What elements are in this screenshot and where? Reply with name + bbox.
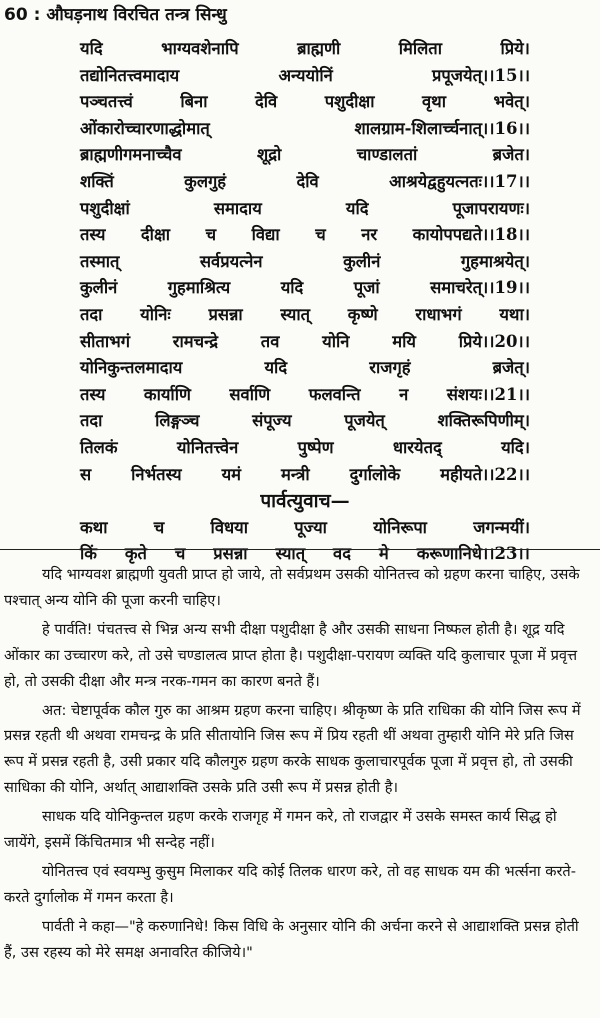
verse-word: शक्तिरूपिणीम्। (437, 411, 530, 431)
verse-word: कृष्णे (347, 304, 378, 324)
verse-word: किं (80, 544, 97, 564)
verse-word: यदि (264, 358, 288, 378)
verse-line (80, 222, 530, 249)
verse-word: तदा (80, 304, 103, 324)
sanskrit-verses (80, 36, 530, 568)
verse-word: तिलकं (80, 437, 118, 457)
verse-line (80, 169, 530, 196)
verse-word: चाण्डालतां (356, 145, 418, 165)
verse-word: भवेत्। (493, 92, 530, 112)
verse-line (80, 408, 530, 435)
verse-word: संपूज्य (252, 411, 292, 431)
commentary-paragraph: साधक यदि योनिकुन्तल ग्रहण करके राजगृह में गमन करे, तो राजद्वार में उसके समस्त कार्य सिद्ध हो जायेंगे, इसमें किंचितमात्र भी सन्देह नहीं। (4, 808, 557, 852)
verse-line (80, 302, 530, 329)
verse-word: यदि। (501, 437, 530, 457)
verse-word: जगन्मयीं। (473, 517, 530, 537)
verse-line (80, 63, 530, 90)
verse-word: च (315, 225, 326, 245)
verse-word: प्रपूजयेत्।।15।। (432, 65, 530, 85)
speaker-heading: पार्वत्युवाच— (260, 490, 350, 513)
verse-word: तव (260, 331, 280, 351)
verse-word: मे (378, 544, 389, 564)
verse-word: लिङ्गञ्च (155, 411, 200, 431)
verse-line (80, 382, 530, 409)
verse-line (80, 116, 530, 143)
verse-word: पूजां (353, 278, 380, 298)
verse-line (80, 142, 530, 169)
verse-word: योनिरूपा (373, 517, 427, 537)
verse-word: कथा (80, 517, 108, 537)
page-number: 60 (4, 5, 28, 25)
verse-word: ब्राह्मणी (297, 39, 341, 58)
verse-word: योनिकुन्तलमादाय (80, 358, 183, 378)
verse-word: निर्भतस्य (131, 464, 182, 484)
verse-word: स (80, 464, 92, 484)
verse-word: यदि (280, 278, 304, 298)
verse-word: प्रसन्ना (208, 304, 243, 324)
verse-word: पशुदीक्षा (324, 92, 375, 112)
verse-word: धारयेतद् (392, 437, 442, 457)
verse-word: बिना (180, 92, 208, 112)
verse-word: विधया (210, 517, 248, 537)
verse-word: नर (361, 225, 378, 245)
verse-word: ब्रजेत। (492, 145, 530, 165)
verse-word: करूणानिधे।।23।। (416, 544, 530, 564)
commentary-paragraph: पार्वती ने कहा—"हे करुणानिधे! किस विधि के अनुसार योनि की अर्चना करने से आद्याशक्ति प्रसन्न होती हैं, उस रहस्य को मेरे समक्ष अनावरित कीजिये।" (4, 917, 579, 961)
verse-word: फलवन्ति (308, 384, 361, 404)
verse-word: दुर्गालोके (349, 464, 401, 484)
verse-word: यदि (80, 39, 103, 58)
verse-word: मन्त्री (281, 464, 310, 484)
verse-word: तदा (80, 411, 103, 431)
verse-word: ब्रजेत्। (492, 358, 530, 378)
verse-word: स्यात् (275, 544, 306, 564)
verse-word: यथा। (499, 304, 530, 324)
verse-word: सीताभगं (80, 331, 130, 351)
verse-word: पञ्चतत्त्वं (80, 92, 133, 112)
verse-line (80, 435, 530, 462)
verse-word: पूज्या (294, 517, 327, 537)
verse-word: शक्तिं (80, 171, 114, 191)
verse-word: गुहमाश्रित्य (167, 278, 231, 298)
verse-word: योनि (322, 331, 350, 351)
verse-word: कार्याणि (143, 384, 191, 404)
verse-word: प्रसन्ना (213, 544, 248, 564)
verse-word: भाग्यवशेनापि (161, 39, 239, 58)
commentary-paragraph: हे पार्वति! पंचतत्त्व से भिन्न अन्य सभी दीक्षा पशुदीक्षा है और उसकी साधना निष्फल होती है। शूद्र यदि ओंकार का उच्चारण करे, तो उसे चण्डालत्व प्राप्त होता है। पशुदीक्षा-परायण व्यक्ति यदि कुलाचार पूजा में प्रवृत्त हो, तो उसकी दीक्षा और मन्त्र नरक-गमन का कारण बनते हैं। (4, 620, 578, 690)
verse-word: स्यात् (280, 304, 311, 324)
verse-word: वद (333, 544, 351, 564)
verse-word: पशुदीक्षां (80, 198, 130, 218)
verse-line (80, 89, 530, 116)
verse-word: पुष्पेण (297, 437, 334, 457)
verse-word: राजगृहं (369, 358, 411, 378)
section-divider (0, 549, 600, 550)
verse-word: पूजापरायणः। (452, 198, 530, 218)
verse-word: च (153, 517, 165, 537)
commentary-paragraph: यदि भाग्यवश ब्राह्मणी युवती प्राप्त हो जाये, तो सर्वप्रथम उसकी योनितत्त्व को ग्रहण करना चाहिए, उसके पश्चात् अन्य योनि की पूजा करनी चाहिए। (4, 566, 580, 609)
verse-line (80, 462, 530, 489)
verse-word: देवि (255, 92, 278, 112)
verse-word: राधाभगं (415, 304, 462, 324)
verse-word: वृथा (422, 92, 446, 112)
commentary-paragraph: योनितत्त्व एवं स्वयम्भु कुसुम मिलाकर यदि कोई तिलक धारण करे, तो वह साधक यम की भर्त्सना करते-करते दुर्गालोक में गमन करता है। (4, 862, 576, 906)
verse-word: गुहमाश्रयेत्। (460, 251, 530, 271)
verse-word: शूद्रो (257, 145, 282, 165)
verse-line (80, 355, 530, 382)
verse-word: अन्ययोनिं (278, 65, 333, 85)
verse-word: मयि (392, 331, 416, 351)
verse-line (80, 249, 530, 276)
verse-word: सर्वाणि (229, 384, 271, 404)
hindi-commentary (4, 562, 594, 969)
running-header: 60 : औघड़नाथ विरचित तन्त्र सिन्धु (4, 5, 227, 25)
verse-word: कायोपपद्यते।।18।। (412, 225, 530, 245)
verse-word: यमं (221, 464, 242, 484)
verse-word: विद्या (251, 225, 280, 245)
verse-word: तस्य (80, 225, 106, 245)
verse-line (80, 36, 530, 63)
verse-word: प्रिये। (500, 39, 530, 58)
verse-word: योनितत्त्वेन (176, 437, 239, 457)
verse-word: कृते (124, 544, 147, 564)
verse-word: कुलीनं (80, 278, 118, 298)
verse-word: रामचन्द्रे (172, 331, 219, 351)
verse-word: तद्योनितत्त्वमादाय (80, 65, 180, 85)
verse-word: देवि (296, 171, 319, 191)
verse-word: च (205, 225, 217, 245)
verse-word: तस्य (80, 384, 106, 404)
verse-line (80, 329, 530, 356)
verse-line (80, 196, 530, 223)
verse-word: तस्मात् (80, 251, 120, 271)
verse-line (80, 515, 530, 542)
verse-word: दीक्षा (140, 225, 171, 245)
verse-word: प्रिये।।20।। (458, 331, 530, 351)
verse-word: पूजयेत् (344, 411, 385, 431)
verse-word: ब्राह्मणीगमनाच्चैव (80, 145, 182, 165)
verse-word: कुलीनं (343, 251, 381, 271)
verse-word: आश्रयेद्वहुयत्नतः।।17।। (389, 171, 530, 191)
verse-word: ओंकारोच्चारणाद्धोमात् (80, 118, 210, 138)
verse-word: कुलगुहं (184, 171, 227, 191)
book-title: औघड़नाथ विरचित तन्त्र सिन्धु (46, 5, 227, 25)
verse-word: संशयः।।21।। (446, 384, 530, 404)
verse-word: समाचरेत्।।19।। (430, 278, 530, 298)
verse-word: च (174, 544, 186, 564)
commentary-paragraph: अत: चेष्टापूर्वक कौल गुरु का आश्रम ग्रहण करना चाहिए। श्रीकृष्ण के प्रति राधिका की योनि जिस रूप में प्रसन्न रहती थी अथवा रामचन्द्र के प्रति सीतायोनि जिस रूप में प्रिय रहती थीं अथवा तुम्हारी योनि मेरे प्रति जिस रूप में प्रसन्न रहती है, उसी प्रकार यदि कौलगुरु ग्रहण करके साधक कुलाचारपूर्वक पूजा में प्रवृत्त हो, तो उसकी साधिका की योनि, अर्थात् आद्याशक्ति उसके प्रति उसी रूप में प्रसन्न होती है। (4, 701, 581, 797)
verse-word: महीयते।।22।। (440, 464, 530, 484)
verse-word: समादाय (213, 198, 262, 218)
verse-word: सर्वप्रयत्नेन (199, 251, 263, 271)
verse-word: मिलिता (398, 39, 442, 58)
verse-line (80, 275, 530, 302)
verse-word: योनिः (140, 304, 171, 324)
verse-word: यदि (345, 198, 369, 218)
verse-word: शालग्राम-शिलार्च्चनात्।।16।। (354, 118, 530, 138)
verse-word: न (399, 384, 409, 404)
